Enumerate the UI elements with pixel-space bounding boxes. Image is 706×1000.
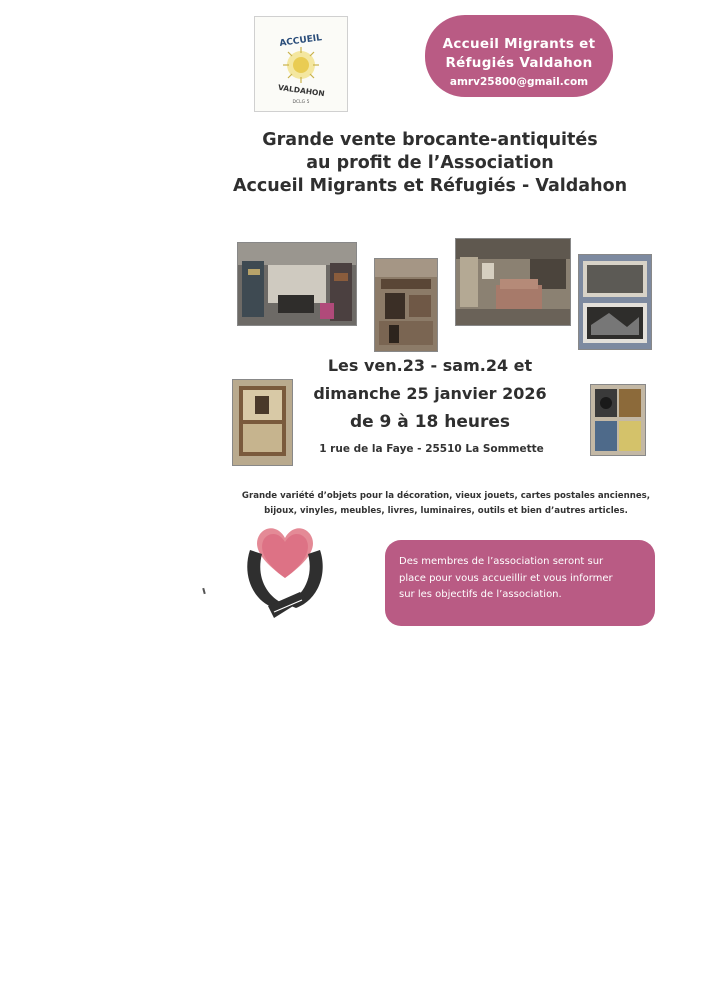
photo-vinyl-records (590, 384, 646, 456)
photo-cabinet (232, 379, 293, 466)
info-callout (385, 540, 655, 626)
title-line3: Accueil Migrants et Réfugiés - Valdahon (232, 176, 628, 196)
items-line2: bijoux, vinyles, meubles, livres, luminaires, outils et bien d’autres articles. (264, 506, 628, 516)
info-line1: Des membres de l’association seront sur (399, 556, 604, 567)
brand-name-line1: Accueil Migrants et (442, 36, 596, 52)
dates-hours: de 9 à 18 heures (349, 412, 511, 432)
photo-living-room (455, 238, 571, 326)
logo-text-valdahon: VALDAHON (277, 82, 326, 99)
scan-speck (202, 588, 205, 594)
event-title (200, 129, 660, 198)
photo-furniture-room (374, 258, 438, 352)
title-line2: au profit de l’Association (306, 153, 554, 173)
items-line1: Grande variété d’objets pour la décoration, vieux jouets, cartes postales anciennes, (241, 491, 651, 501)
info-line2: place pour vous accueillir et vous informer (399, 572, 613, 584)
logo-text-small: DCLG 5 (292, 100, 310, 105)
photo-shop-interior (237, 242, 357, 326)
title-line1: Grande vente brocante-antiquités (262, 130, 598, 150)
items-description (230, 489, 662, 519)
photo-postcards (578, 254, 652, 350)
dates-line1: Les ven.23 - sam.24 et (327, 356, 533, 375)
dates-line2: dimanche 25 janvier 2026 (313, 384, 547, 403)
event-dates (300, 352, 560, 436)
brand-email[interactable]: amrv25800@gmail.com (449, 76, 589, 88)
logo-text-accueil: ACCUEIL (278, 33, 323, 49)
brand-name-line2: Réfugiés Valdahon (445, 55, 593, 71)
heart-hands-icon (240, 520, 330, 630)
brand-badge (425, 15, 613, 97)
info-line3: sur les objectifs de l’association. (399, 589, 562, 600)
event-address: 1 rue de la Faye - 25510 La Sommette (319, 443, 544, 455)
association-logo (254, 16, 348, 112)
